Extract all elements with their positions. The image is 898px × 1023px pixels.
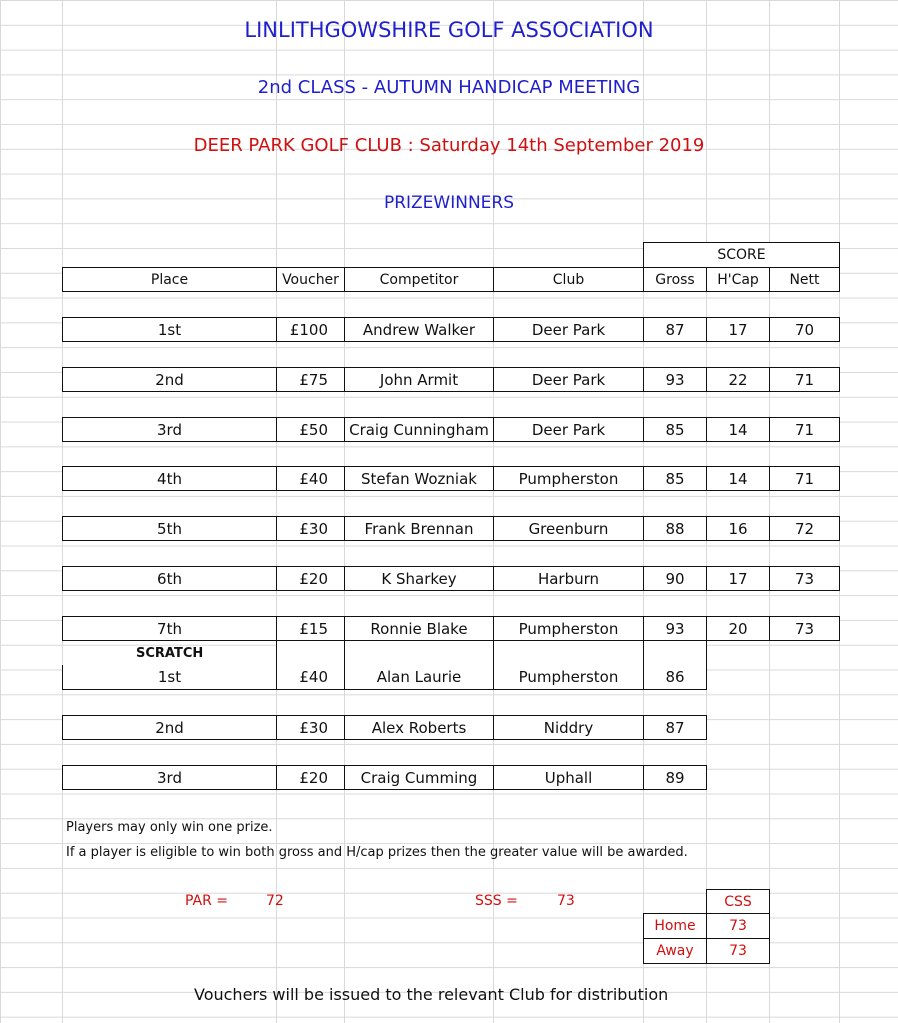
voucher: £30 — [276, 516, 345, 541]
competitor: John Armit — [344, 367, 494, 392]
gross: 93 — [643, 367, 707, 392]
note-one-prize: Players may only win one prize. — [66, 820, 273, 835]
prizewinners-title: PRIZEWINNERS — [383, 193, 515, 213]
hcap: 20 — [706, 616, 770, 641]
voucher: £100 — [276, 317, 345, 342]
club: Pumpherston — [493, 640, 644, 690]
gross: 87 — [643, 715, 707, 740]
sss-value: 73 — [557, 893, 575, 909]
nett: 73 — [769, 566, 840, 591]
gross: 85 — [643, 417, 707, 442]
nett: 71 — [769, 367, 840, 392]
club: Uphall — [493, 765, 644, 790]
gross: 87 — [643, 317, 707, 342]
scratch-label: SCRATCH — [136, 646, 204, 661]
gross: 93 — [643, 616, 707, 641]
voucher: £40 — [276, 640, 345, 690]
nett: 70 — [769, 317, 840, 342]
place: 1st — [62, 665, 277, 690]
club: Pumpherston — [493, 616, 644, 641]
par-value: 72 — [266, 893, 284, 909]
place: 1st — [62, 317, 277, 342]
association-title: LINLITHGOWSHIRE GOLF ASSOCIATION — [244, 18, 654, 42]
nett: 71 — [769, 466, 840, 491]
css-home-value: 73 — [706, 913, 770, 939]
par-label: PAR = — [185, 893, 229, 909]
meeting-title: 2nd CLASS - AUTUMN HANDICAP MEETING — [257, 77, 641, 98]
voucher: £50 — [276, 417, 345, 442]
club: Deer Park — [493, 367, 644, 392]
col-place: Place — [62, 267, 277, 292]
place: 6th — [62, 566, 277, 591]
nett: 73 — [769, 616, 840, 641]
col-club: Club — [493, 267, 644, 292]
hcap: 17 — [706, 317, 770, 342]
club: Pumpherston — [493, 466, 644, 491]
css-away-label: Away — [643, 938, 707, 964]
note-greater-value: If a player is eligible to win both gross and H/cap prizes then the greater value will be awarded. — [66, 845, 688, 860]
col-competitor: Competitor — [344, 267, 494, 292]
voucher: £30 — [276, 715, 345, 740]
hcap: 17 — [706, 566, 770, 591]
voucher: £20 — [276, 765, 345, 790]
score-group-header: SCORE — [643, 242, 840, 268]
gross: 90 — [643, 566, 707, 591]
voucher: £75 — [276, 367, 345, 392]
gross: 85 — [643, 466, 707, 491]
sss-label: SSS = — [475, 893, 518, 909]
css-header: CSS — [706, 889, 770, 914]
place: 7th — [62, 616, 277, 641]
place: 4th — [62, 466, 277, 491]
voucher: £40 — [276, 466, 345, 491]
nett: 71 — [769, 417, 840, 442]
competitor: Craig Cumming — [344, 765, 494, 790]
competitor: Alan Laurie — [344, 640, 494, 690]
voucher: £15 — [276, 616, 345, 641]
competitor: Andrew Walker — [344, 317, 494, 342]
hcap: 14 — [706, 466, 770, 491]
competitor: K Sharkey — [344, 566, 494, 591]
footer-note: Vouchers will be issued to the relevant Club for distribution — [194, 985, 669, 1004]
club: Harburn — [493, 566, 644, 591]
gross: 86 — [643, 640, 707, 690]
col-gross: Gross — [643, 267, 707, 292]
competitor: Stefan Wozniak — [344, 466, 494, 491]
competitor: Ronnie Blake — [344, 616, 494, 641]
hcap: 22 — [706, 367, 770, 392]
hcap: 16 — [706, 516, 770, 541]
competitor: Alex Roberts — [344, 715, 494, 740]
club: Greenburn — [493, 516, 644, 541]
club: Niddry — [493, 715, 644, 740]
competitor: Frank Brennan — [344, 516, 494, 541]
competitor: Craig Cunningham — [344, 417, 494, 442]
venue-title: DEER PARK GOLF CLUB : Saturday 14th September 2019 — [193, 135, 705, 156]
place: 2nd — [62, 715, 277, 740]
css-home-label: Home — [643, 913, 707, 939]
gross: 89 — [643, 765, 707, 790]
gross: 88 — [643, 516, 707, 541]
place: 3rd — [62, 417, 277, 442]
club: Deer Park — [493, 417, 644, 442]
club: Deer Park — [493, 317, 644, 342]
col-hcap: H'Cap — [706, 267, 770, 292]
col-nett: Nett — [769, 267, 840, 292]
place: 3rd — [62, 765, 277, 790]
col-voucher: Voucher — [276, 267, 345, 292]
css-away-value: 73 — [706, 938, 770, 964]
hcap: 14 — [706, 417, 770, 442]
place: 5th — [62, 516, 277, 541]
voucher: £20 — [276, 566, 345, 591]
nett: 72 — [769, 516, 840, 541]
place: 2nd — [62, 367, 277, 392]
